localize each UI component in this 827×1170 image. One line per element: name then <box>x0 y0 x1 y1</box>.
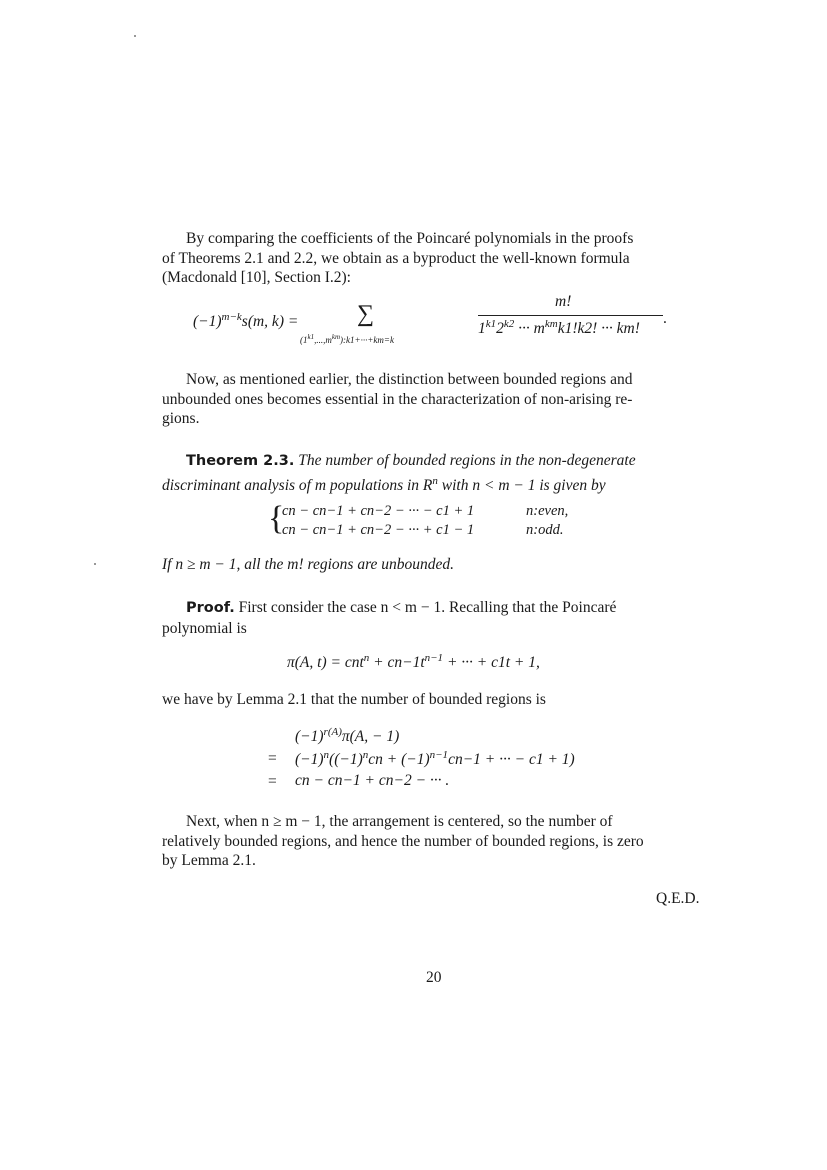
theorem-heading: Theorem 2.3. <box>186 453 295 469</box>
sum-subscript: $(1^{k1},...,m^{km}):k1+\cdot\cdot\cdot+km=k$ <box>300 333 394 345</box>
poincare-polynomial: π(A, $t) = cnt^n + cn-1t^{n-1}$ + ··· + c1t + 1, <box>287 652 540 672</box>
formula-lhs: $(-1)^{m-k}s(m$, k) = <box>193 311 299 331</box>
speck <box>94 563 96 565</box>
cases-brace: { <box>268 500 285 537</box>
fraction-bar <box>478 315 663 316</box>
text-line: gions. <box>162 410 200 427</box>
text-line: of Theorems 2.1 and 2.2, we obtain as a byproduct the well-known formula <box>162 249 630 267</box>
bounded-paragraph <box>162 370 707 429</box>
speck <box>134 35 136 37</box>
text-line: (Macdonald [10], Section I.2): <box>162 269 351 286</box>
formula-period: . <box>663 310 667 327</box>
theorem-line: discriminant analysis of m populations in $R^n$ with n < m − 1 is given by <box>162 474 606 494</box>
case-even-expression: cn − cn−1 + cn−2 − ··· − c1 + 1 <box>282 503 475 519</box>
theorem-last-line: If n ≥ m − 1, all the m! regions are unbounded. <box>162 556 455 573</box>
fraction-numerator: m! <box>555 293 572 310</box>
sum-symbol: ∑ <box>357 301 375 327</box>
text-line: Next, when n ≥ m − 1, the arrangement is centered, so the number of <box>186 813 613 830</box>
case-odd-condition: n:odd. <box>526 522 564 538</box>
next-paragraph <box>162 812 707 871</box>
page-number: 20 <box>426 969 442 986</box>
equals-sign: = <box>268 773 277 790</box>
fraction-denominator: $1^{k1}2^{k2}$ ··· $m^{km}k1!k2$! ··· km! <box>478 318 640 338</box>
text-line: Proof. First consider the case n < m − 1. Recalling that the Poincaré <box>186 599 617 616</box>
proof-heading: Proof. <box>186 600 235 616</box>
equation-line-2: $(-1)^n((-1)^ncn + (-1)^{n-1}cn-1$ + ··· − c1 + 1) <box>295 749 575 769</box>
equation-line-1: $(-1)^{r(A)}\pi(A$, − 1) <box>295 726 400 746</box>
text-line: By comparing the coefficients of the Poincaré polynomials in the proofs <box>186 230 634 247</box>
text-line: by Lemma 2.1. <box>162 852 256 869</box>
case-odd-expression: cn − cn−1 + cn−2 − ··· + c1 − 1 <box>282 522 475 538</box>
intro-paragraph <box>162 229 707 288</box>
equation-line-3: cn − cn−1 + cn−2 − ··· . <box>295 772 450 789</box>
equals-sign: = <box>268 750 277 767</box>
proof-opening <box>162 598 707 638</box>
theorem-line: Theorem 2.3. The number of bounded regions in the non-degenerate <box>186 452 636 469</box>
text-line: unbounded ones becomes essential in the characterization of non-arising re- <box>162 390 633 408</box>
text-line: Now, as mentioned earlier, the distinction between bounded regions and <box>186 371 633 388</box>
case-even-condition: n:even, <box>526 503 569 519</box>
theorem-block <box>162 451 707 495</box>
text-line: polynomial is <box>162 619 247 637</box>
qed-mark: Q.E.D. <box>656 890 700 907</box>
lemma-line: we have by Lemma 2.1 that the number of bounded regions is <box>162 691 546 708</box>
text-line: relatively bounded regions, and hence the number of bounded regions, is zero <box>162 832 644 850</box>
